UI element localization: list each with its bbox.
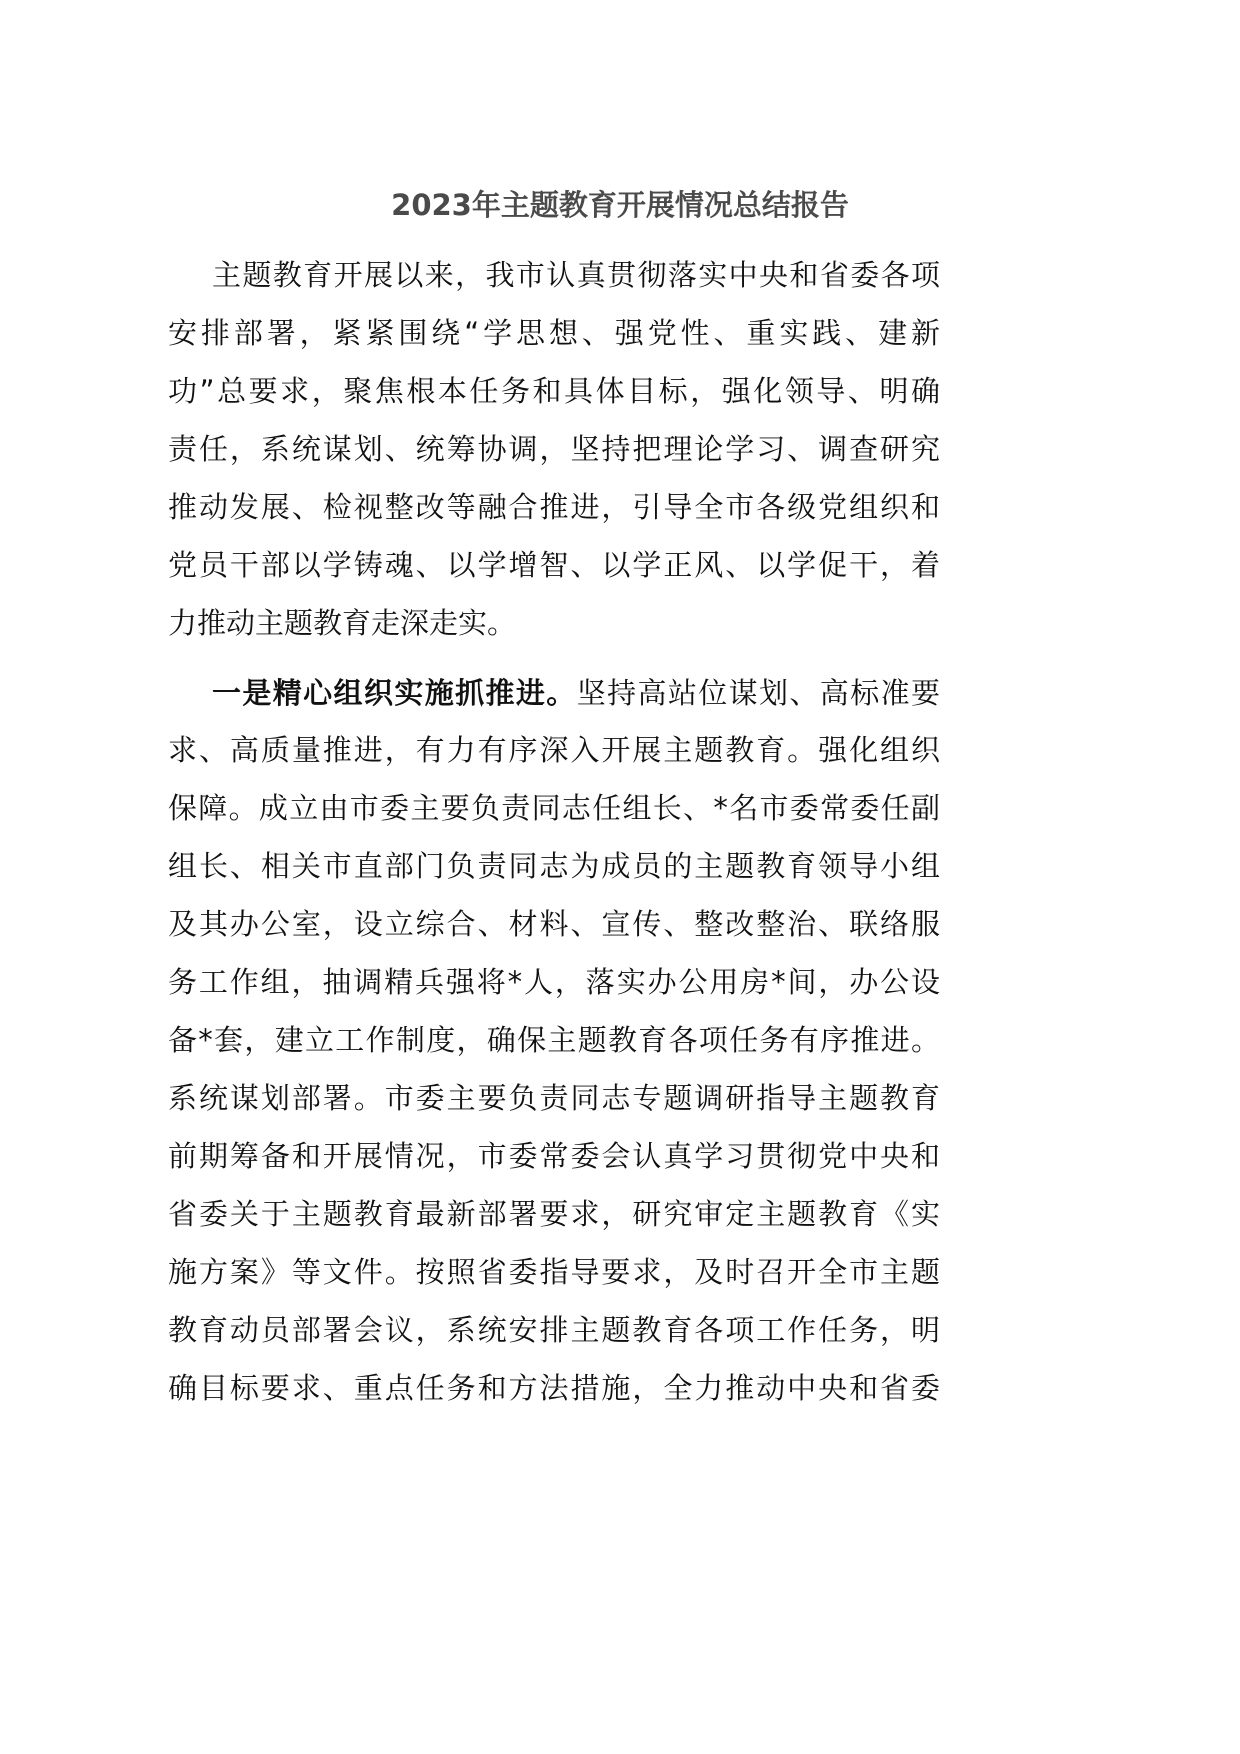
- text-line: 求、高质量推进，有力有序深入开展主题教育。强化组织: [168, 733, 940, 767]
- text-line: 党员干部以学铸魂、以学增智、以学正风、以学促干，着: [168, 548, 940, 582]
- text-line: 功”总要求，聚焦根本任务和具体目标，强化领导、明确: [168, 374, 940, 408]
- text-line: 前期筹备和开展情况，市委常委会认真学习贯彻党中央和: [168, 1139, 940, 1173]
- text-line: 主题教育开展以来，我市认真贯彻落实中央和省委各项: [212, 258, 940, 292]
- text-line: 确目标要求、重点任务和方法措施，全力推动中央和省委: [168, 1371, 940, 1405]
- text-line: 系统谋划部署。市委主要负责同志专题调研指导主题教育: [168, 1081, 940, 1115]
- text-line: 力推动主题教育走深走实。: [168, 606, 517, 640]
- document-title: 2023年主题教育开展情况总结报告: [391, 188, 849, 222]
- text-line: 及其办公室，设立综合、材料、宣传、整改整治、联络服: [168, 907, 940, 941]
- text-line: 教育动员部署会议，系统安排主题教育各项工作任务，明: [168, 1313, 940, 1347]
- text-line: 安排部署，紧紧围绕“学思想、强党性、重实践、建新: [168, 316, 940, 350]
- text-line: [212, 671, 940, 715]
- text-line: 备*套，建立工作制度，确保主题教育各项任务有序推进。: [168, 1023, 940, 1057]
- text-line: 务工作组，抽调精兵强将*人，落实办公用房*间，办公设: [168, 965, 940, 999]
- text-line: 省委关于主题教育最新部署要求，研究审定主题教育《实: [168, 1197, 940, 1231]
- text-line: 责任，系统谋划、统筹协调，坚持把理论学习、调查研究: [168, 432, 940, 466]
- text-run: 坚持高站位谋划、高标准要: [576, 676, 940, 710]
- text-line: 推动发展、检视整改等融合推进，引导全市各级党组织和: [168, 490, 940, 524]
- text-line: 组长、相关市直部门负责同志为成员的主题教育领导小组: [168, 849, 940, 883]
- paragraph-lead-heading: 一是精心组织实施抓推进。: [212, 676, 577, 710]
- text-line: 施方案》等文件。按照省委指导要求，及时召开全市主题: [168, 1255, 940, 1289]
- text-line: 保障。成立由市委主要负责同志任组长、*名市委常委任副: [168, 791, 940, 825]
